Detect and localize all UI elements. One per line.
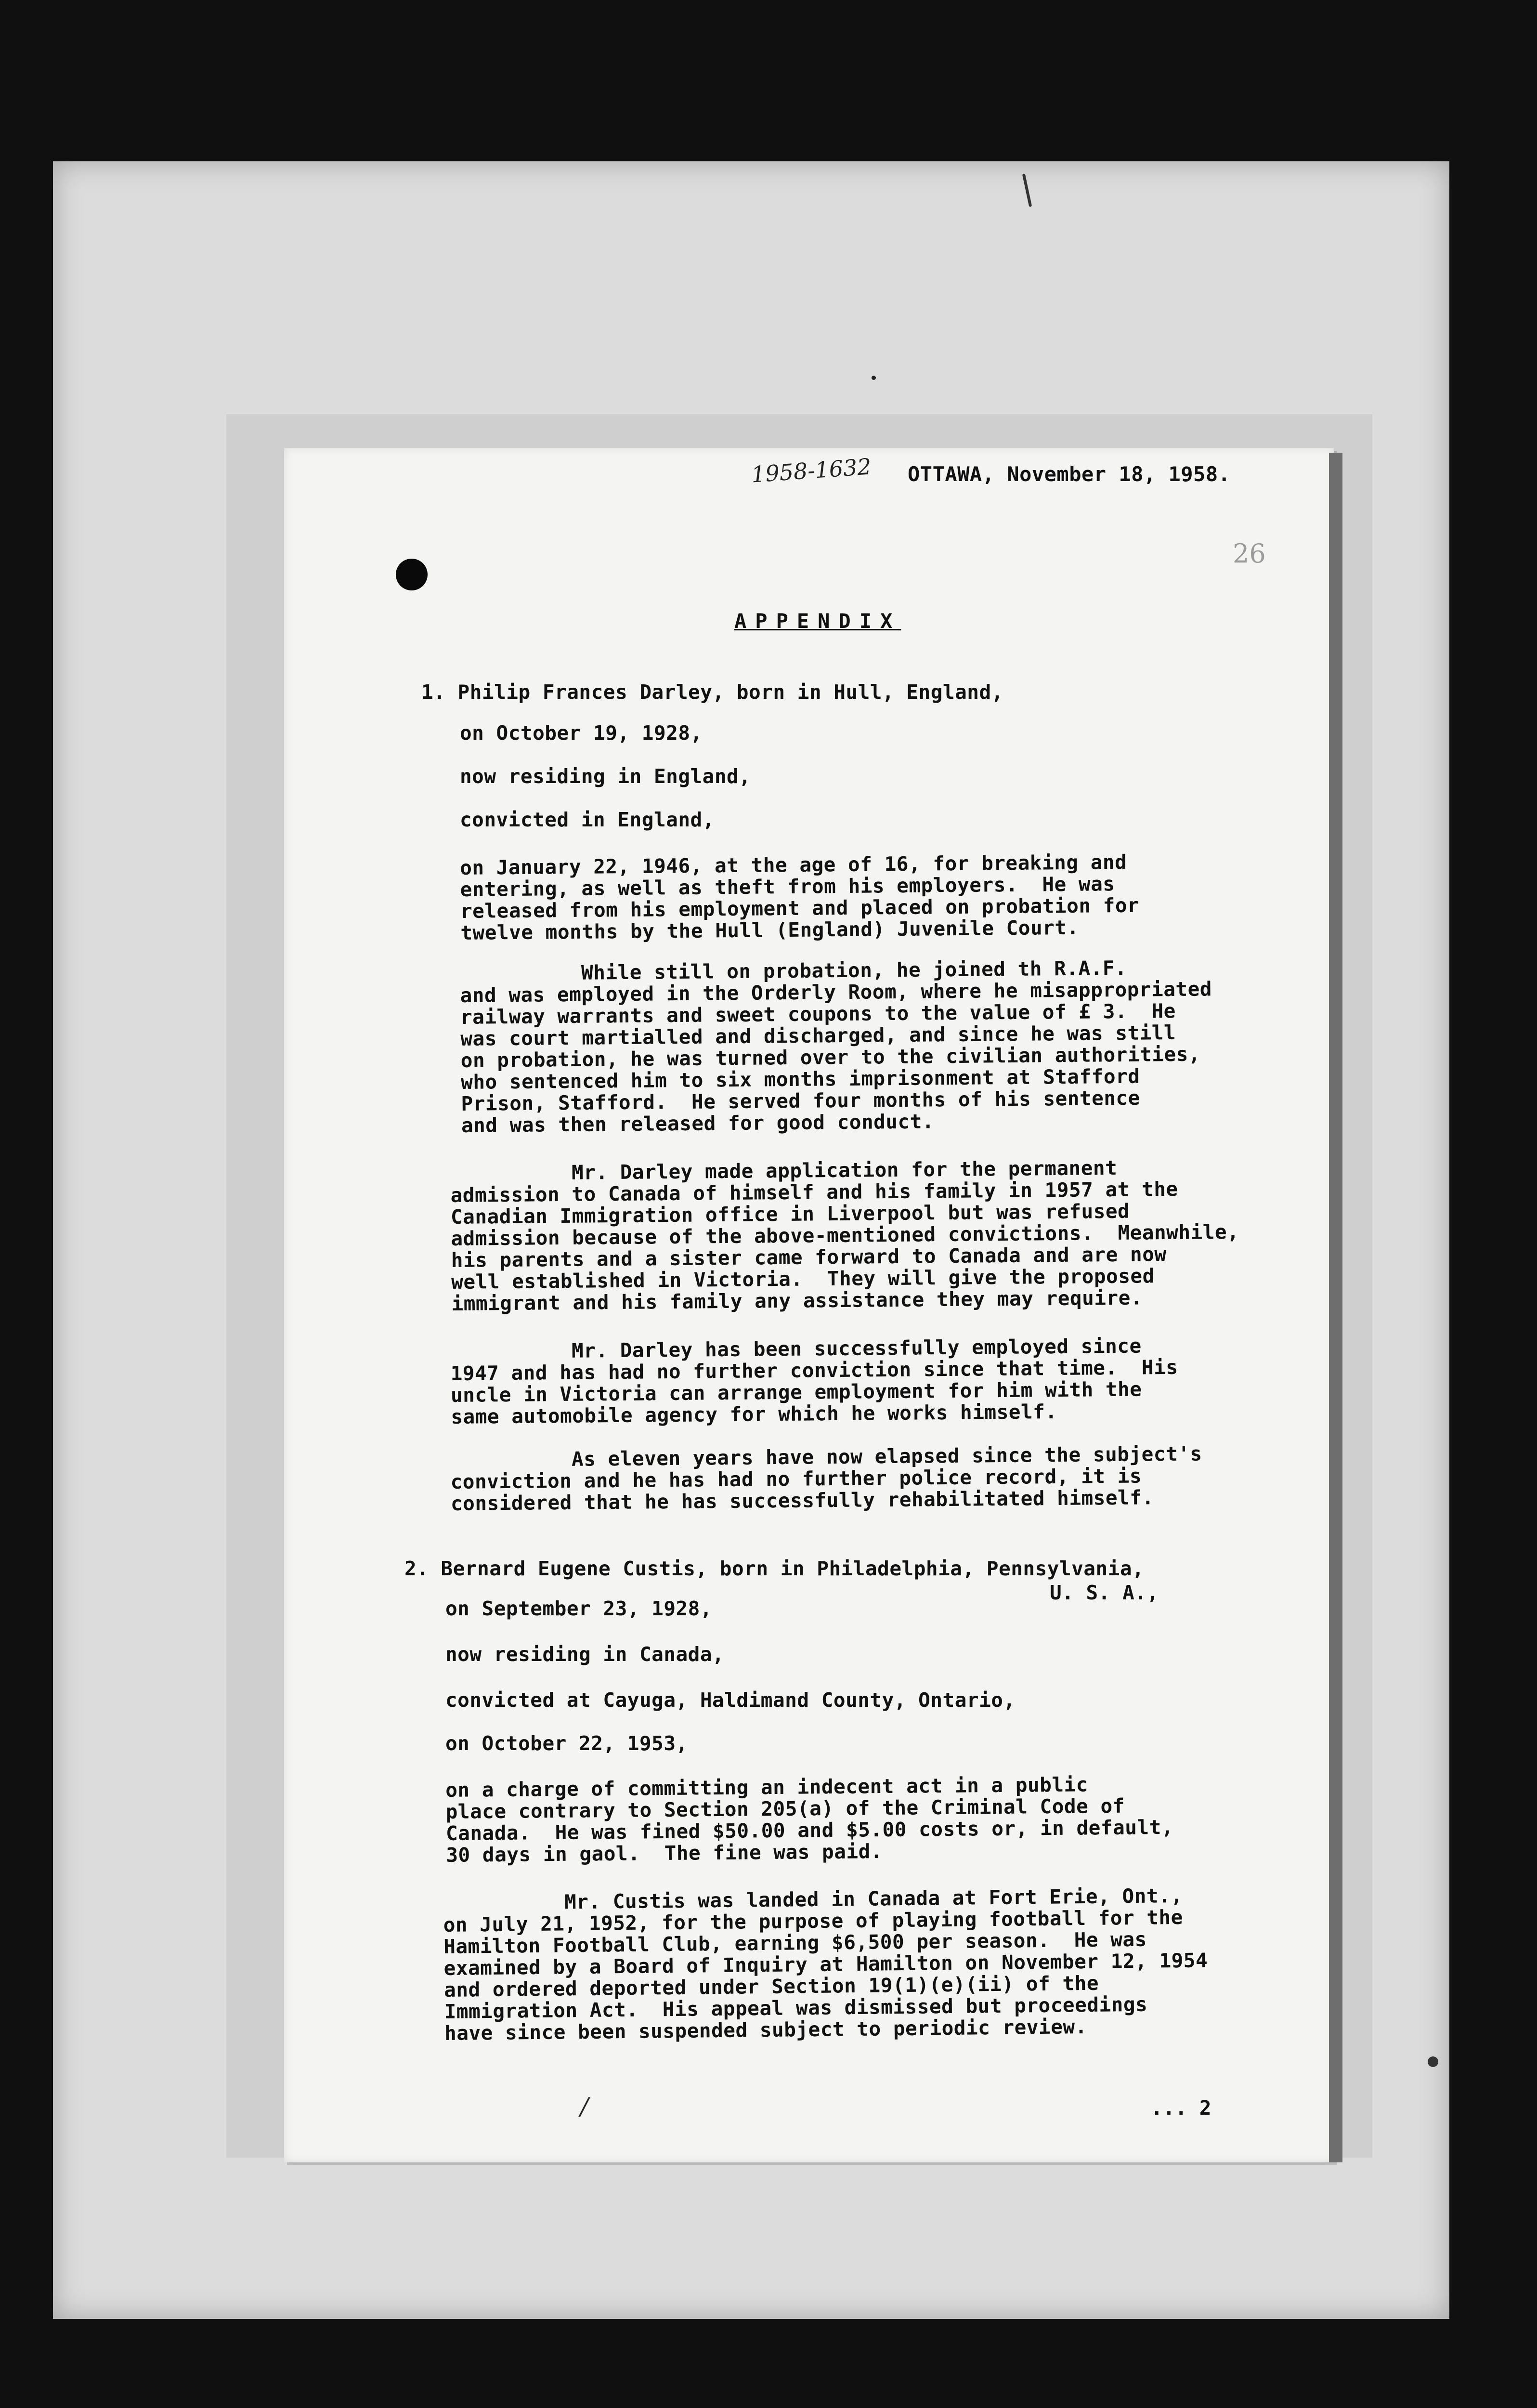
case2-residence: now residing in Canada, xyxy=(445,1643,725,1666)
case1-heading: 1. Philip Frances Darley, born in Hull, England, xyxy=(421,681,1003,704)
appendix-title: APPENDIX xyxy=(734,609,901,633)
page-stamp-number: 26 xyxy=(1233,538,1266,569)
case1-residence: now residing in England, xyxy=(460,765,751,788)
file-number-handwritten: 1958-1632 xyxy=(750,453,873,488)
punch-hole xyxy=(396,559,428,590)
case1-para2: While still on probation, he joined th R.A.F. and was employed in the Orderly Room, where he misappropriated railway warrants and sweet coupons to the value of £ 3. He was court martialled and discharged, and since he was still on probation, he was turned over to the civilian authorities, who sentenced him to six months imprisonment at Stafford Prison, Stafford. He served four months of his sentence and was then released for good conduct. xyxy=(459,956,1212,1137)
case2-birth: on September 23, 1928, xyxy=(445,1597,713,1620)
case2-heading: 2. Bernard Eugene Custis, born in Philadelphia, Pennsylvania, xyxy=(404,1557,1145,1580)
case1-para4: Mr. Darley has been successfully employed since 1947 and has had no further conviction since that time. His uncle in Victoria can arrange employment for him with the same automobile agency for which he works himself. xyxy=(450,1334,1178,1428)
pen-tick-mark: / xyxy=(580,2093,588,2120)
dateline: OTTAWA, November 18, 1958. xyxy=(908,462,1231,486)
case2-convicted: convicted at Cayuga, Haldimand County, Ontario, xyxy=(445,1688,1016,1712)
ink-speck xyxy=(1428,2056,1438,2067)
case1-birth: on October 19, 1928, xyxy=(460,721,703,745)
case1-para1: on January 22, 1946, at the age of 16, for breaking and entering, as well as theft from his employers. He was released from his employment and placed on probation for twelve months by the Hull (England) Juvenile Court. xyxy=(459,850,1140,944)
case2-para2: Mr. Custis was landed in Canada at Fort Erie, Ont., on July 21, 1952, for the purpose of playing football for the Hamilton Football Club, earning $6,500 per season. He was examined by a Board of Inquiry at Hamilton on November 12, 1954 and ordered deported under Section 19(1)(e)(ii) of the Immigration Act. His appeal was dismissed but proceedings have since been suspended subject to periodic review. xyxy=(443,1884,1208,2045)
case1-para5: As eleven years have now elapsed since the subject's conviction and he has had no further police record, it is considered that he has successfully rehabilitated himself. xyxy=(450,1442,1202,1515)
case2-country: U. S. A., xyxy=(1050,1581,1159,1604)
page-edge-shadow xyxy=(1329,453,1342,2162)
case1-para3: Mr. Darley made application for the permanent admission to Canada of himself and his family in 1957 at the Canadian Immigration office in Liverpool but was refused admission because of the above-mentioned convictions. Meanwhile, his parents and a sister came forward to Canada and are now well established in Victoria. They will give the proposed immigrant and his family any assistance they may require. xyxy=(450,1156,1239,1315)
case2-para1: on a charge of committing an indecent act in a public place contrary to Section 205(a) of the Criminal Code of Canada. He was fined $50.00 and $5.00 costs or, in default, 30 days in gaol. The fine was paid. xyxy=(445,1773,1174,1867)
continued-marker: ... 2 xyxy=(1151,2096,1211,2120)
ink-speck xyxy=(872,376,876,380)
case2-date: on October 22, 1953, xyxy=(445,1732,688,1755)
case1-convicted: convicted in England, xyxy=(460,808,715,831)
